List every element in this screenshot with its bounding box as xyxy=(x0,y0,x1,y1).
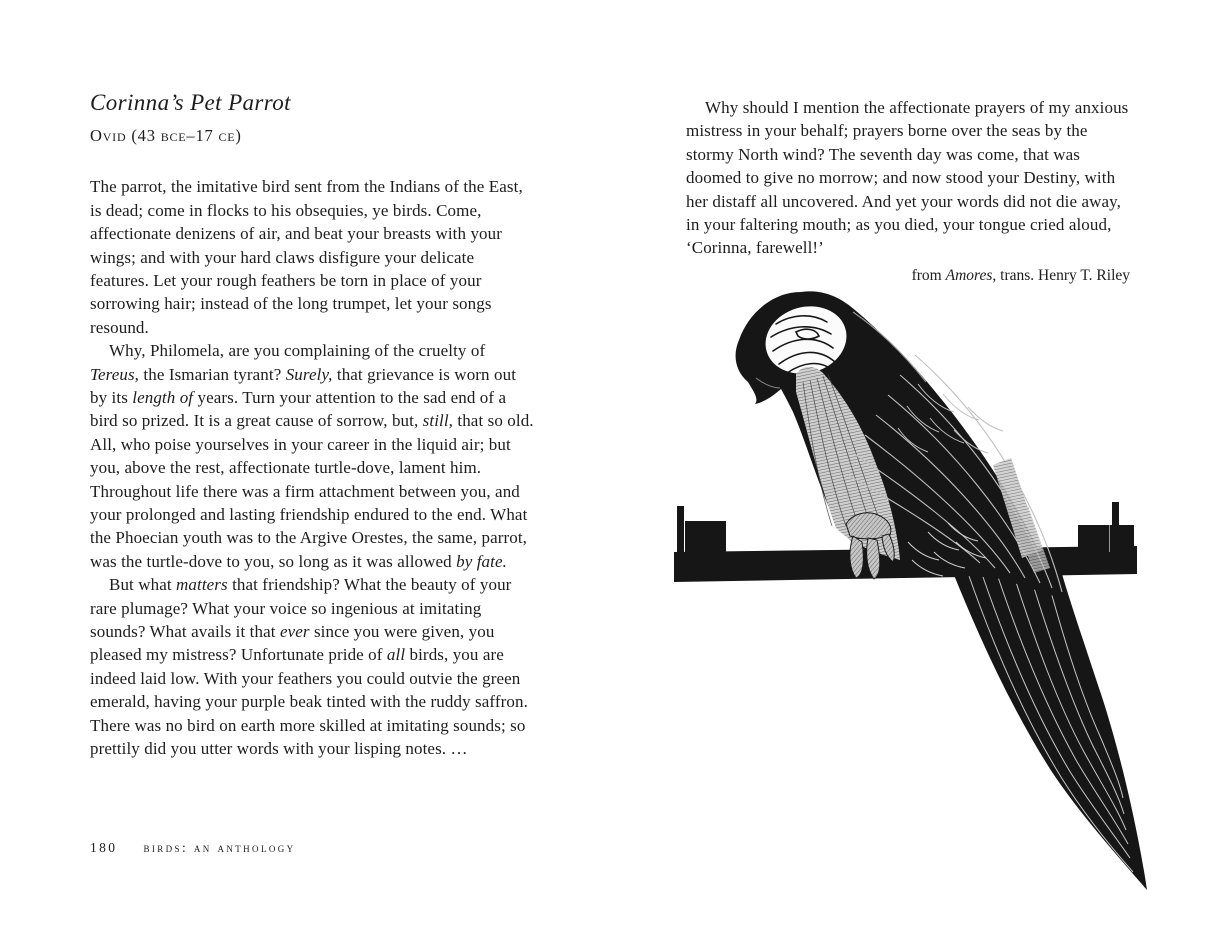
left-page xyxy=(90,90,536,760)
text-run: birds, you are indeed laid low. With your feathers you could outvie the green emerald, having your purple beak tinted with the ruddy saffron. There was no bird on earth more skilled at imitating sounds; so prettily did you utter words with your lisping notes. … xyxy=(90,645,528,759)
paragraph xyxy=(90,339,536,573)
page-number: 180 xyxy=(90,840,118,855)
text-run: the Ismarian tyrant? xyxy=(139,364,286,384)
parrot-tail xyxy=(952,570,1147,890)
text-run: But what xyxy=(109,575,177,595)
text-run: that grievance is worn out by its xyxy=(90,364,517,407)
poem-body xyxy=(90,175,536,760)
italic-run: Amores xyxy=(945,266,993,284)
paragraph xyxy=(686,96,1130,260)
poem-author: Ovid (43 bce–17 ce) xyxy=(90,126,242,146)
italic-run: by fate. xyxy=(456,551,507,571)
page-footer xyxy=(90,840,296,856)
running-book-title: birds: an anthology xyxy=(143,840,296,855)
text-run: , trans. Henry T. Riley xyxy=(992,266,1130,284)
parrot-engraving xyxy=(660,280,1160,920)
parrot-illustration xyxy=(660,280,1160,920)
right-page xyxy=(686,96,1130,287)
italic-run: length of xyxy=(132,387,194,407)
italic-run: matters xyxy=(176,575,228,595)
text-run: years. Turn your attention to the sad end of a bird so prized. It is a great cause of sorrow, but, xyxy=(90,387,507,431)
italic-run: still, xyxy=(422,411,454,431)
paragraph xyxy=(90,573,536,760)
text-run: since you were given, you pleased my mistress? Unfortunate pride of xyxy=(90,622,495,665)
italic-run: ever xyxy=(279,622,310,642)
poem-body-continued xyxy=(686,96,1130,260)
text-run: that so old. All, who poise yourselves in your career in the liquid air; but you, above the rest, affectionate turtle-dove, lament him. Throughout life there was a firm attachment between you, and your prolonged and lasting friendship endured to the end. What the Phoecian youth was to the Argive Orestes, the same, parrot, was the turtle-dove to you, so long as it was allowed xyxy=(90,411,534,571)
text-run: that friendship? What the beauty of your rare plumage? What your voice so ingenious at imitating sounds? What avails it that xyxy=(90,575,512,642)
poem-title: Corinna’s Pet Parrot xyxy=(90,90,291,115)
italic-run: all xyxy=(386,645,406,665)
text-run: from xyxy=(911,266,946,284)
text-run: Why, Philomela, are you complaining of the cruelty of xyxy=(109,341,486,361)
italic-run: Surely, xyxy=(285,364,333,384)
italic-run: Tereus, xyxy=(90,364,140,384)
text-run: The parrot, the imitative bird sent from the Indians of the East, is dead; come in flocks to his obsequies, ye birds. Come, affectionate denizens of air, and beat your breasts with your wings; and with your hard claws disfigure your delicate features. Let your rough feathers be torn in place of your sorrowing hair; instead of the long trumpet, let your songs resound. xyxy=(90,177,523,337)
paragraph xyxy=(90,175,536,339)
text-run: Why should I mention the affectionate prayers of my anxious mistress in your behalf; prayers borne over the seas by the stormy North wind? The seventh day was come, that was doomed to give no morrow; and now stood your Destiny, with her distaff all uncovered. And yet your words did not die away, in your faltering mouth; as you died, your tongue cried aloud, ‘Corinna, farewell!’ xyxy=(686,98,1129,258)
